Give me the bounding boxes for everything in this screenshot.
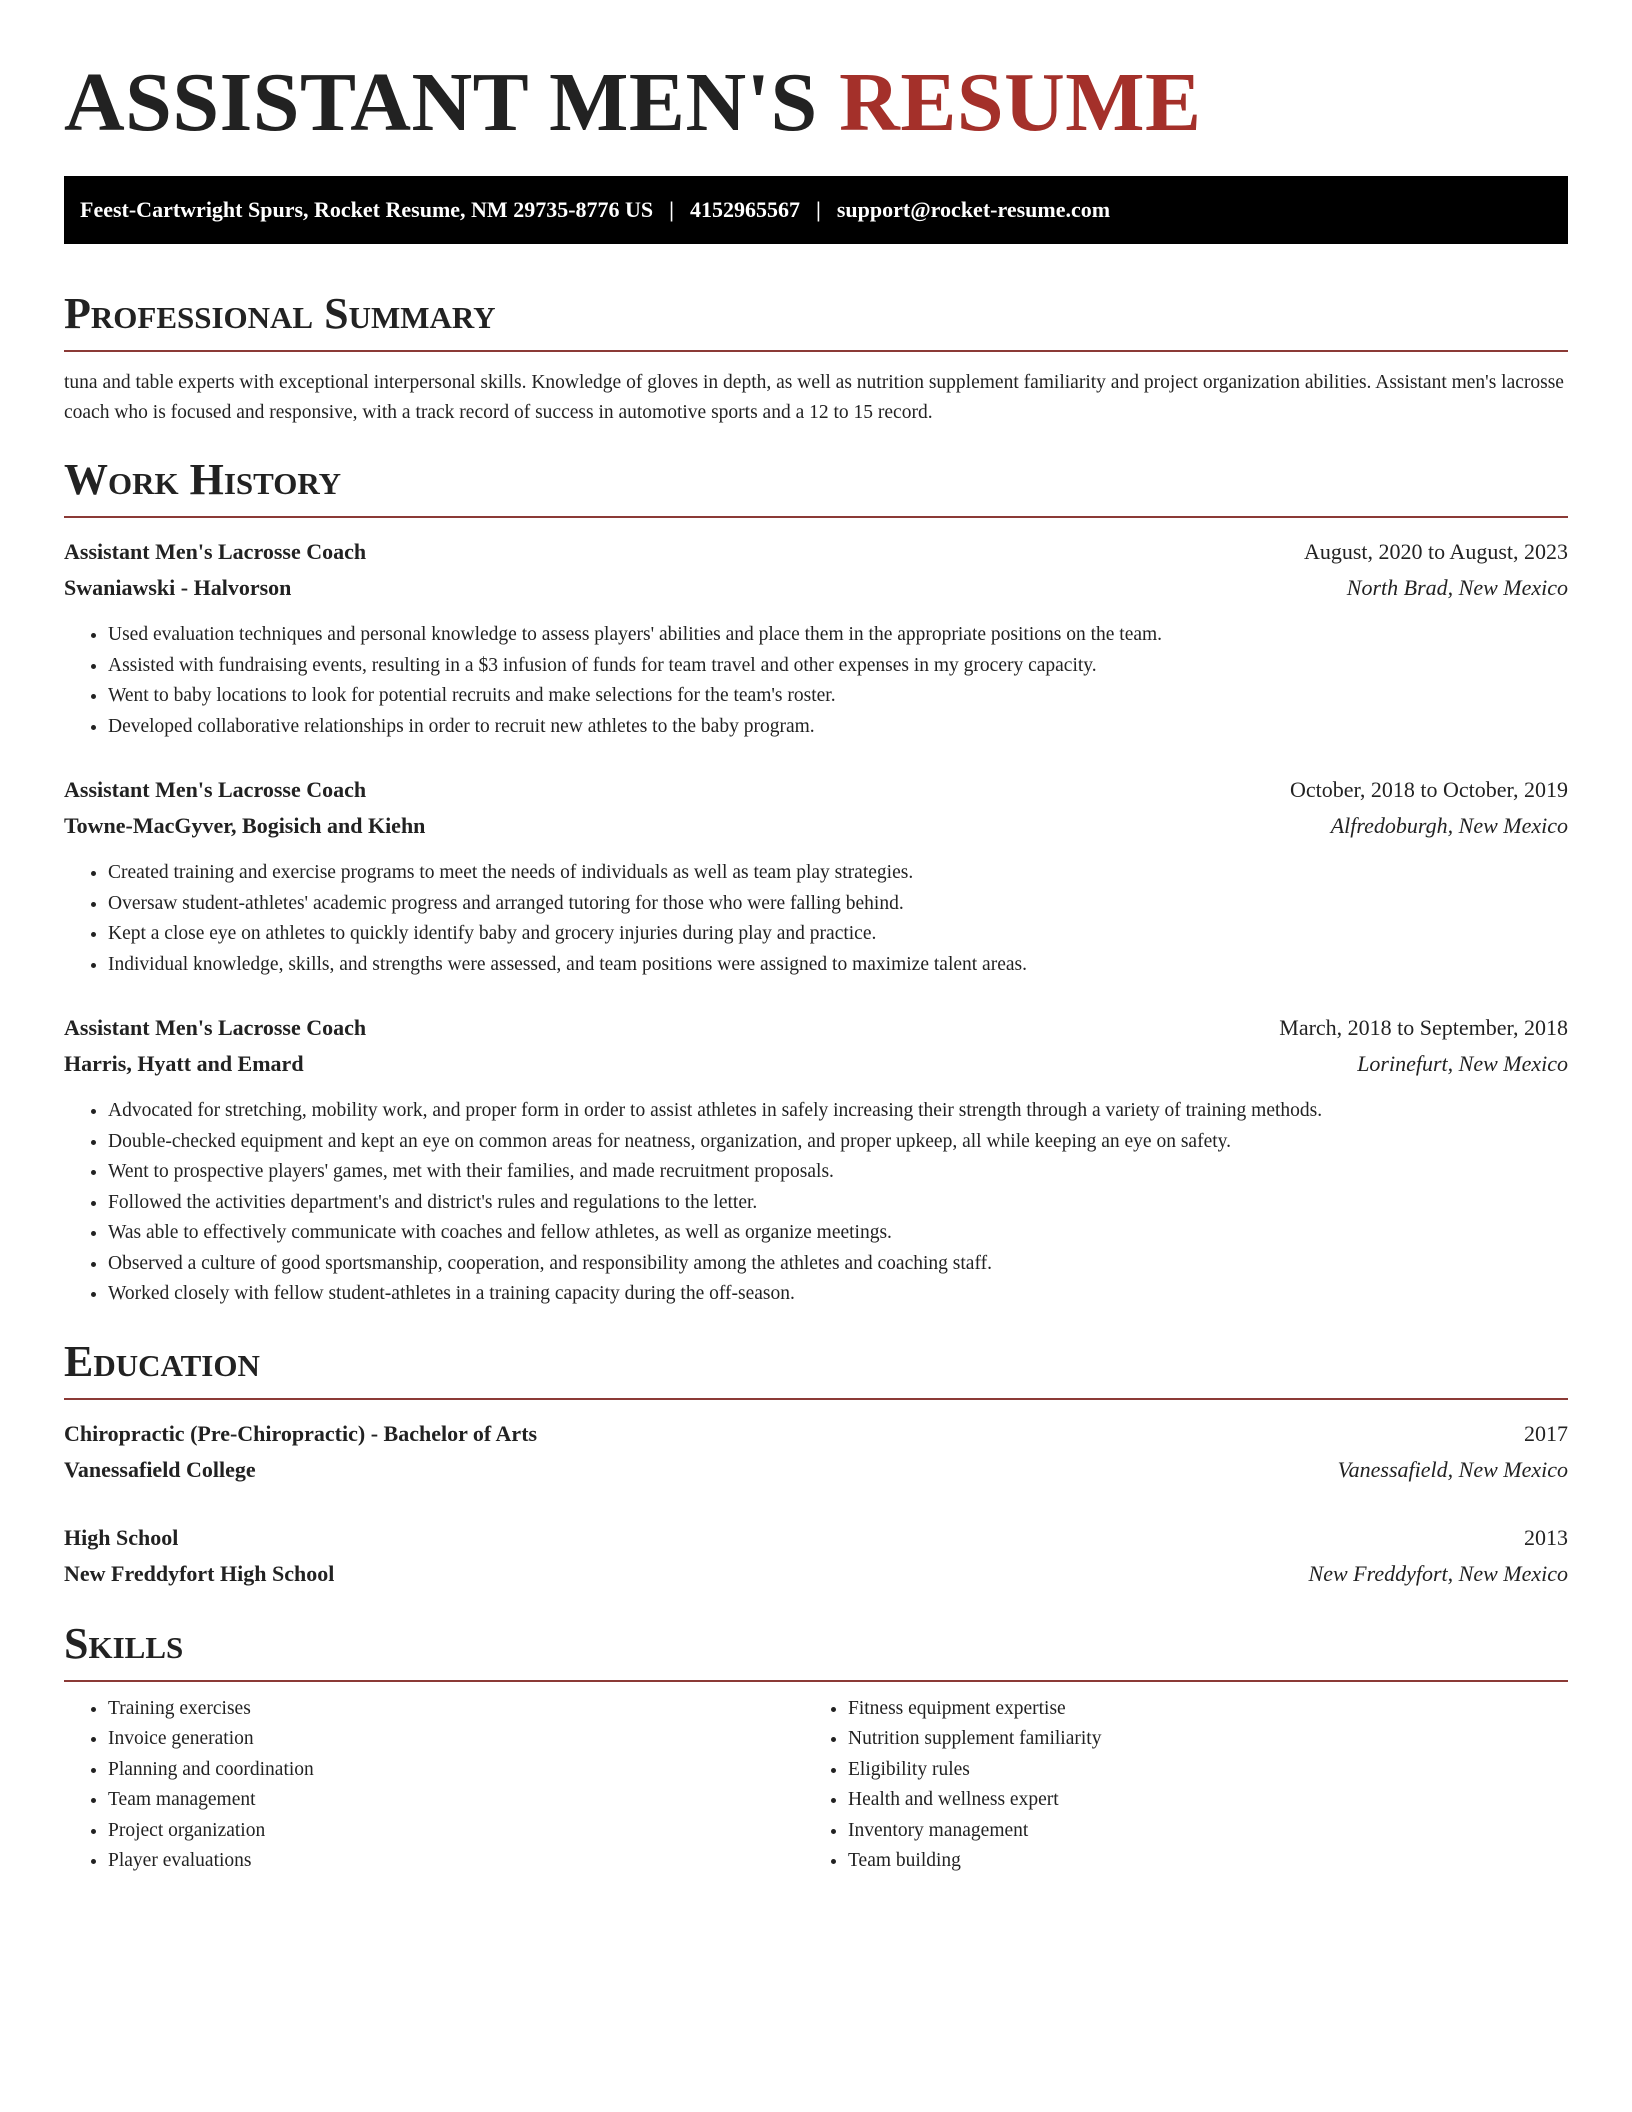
job-entry: [64, 772, 1568, 980]
job-dates: October, 2018 to October, 2019: [1289, 777, 1568, 802]
job-bullet: • Developed collaborative relationships in order to recruit new athletes to the baby program.: [108, 712, 1568, 743]
job-bullet: • Was able to effectively communicate with coaches and fellow athletes, as well as organize meetings.: [108, 1218, 1568, 1249]
education-year: 2013: [1524, 1524, 1568, 1550]
skill-item: • Invoice generation: [108, 1724, 804, 1755]
section-heading-work-history: Work History: [64, 455, 342, 504]
section-divider: [64, 1398, 1568, 1400]
section-heading-skills: Skills: [64, 1618, 184, 1668]
section-divider: [64, 350, 1568, 352]
education-school: Vanessafield College: [64, 1456, 256, 1482]
job-bullet: • Assisted with fundraising events, resulting in a $3 infusion of funds for team travel and other expenses in my grocery capacity.: [108, 651, 1568, 682]
job-entry: [64, 534, 1568, 742]
education-school: New Freddyfort High School: [64, 1560, 335, 1586]
job-bullet: • Advocated for stretching, mobility work, and proper form in order to assist athletes in safely increasing their strength through a variety of training methods.: [108, 1096, 1568, 1127]
skill-item: • Training exercises: [108, 1694, 804, 1725]
education-entry: [64, 1520, 1568, 1592]
education-year: 2017: [1524, 1420, 1568, 1446]
job-bullet: • Oversaw student-athletes' academic progress and arranged tutoring for those who were falling behind.: [108, 889, 1568, 920]
skill-item: • Health and wellness expert: [848, 1785, 1544, 1816]
job-dates: March, 2018 to September, 2018: [1279, 1015, 1568, 1040]
job-title: Assistant Men's Lacrosse Coach: [64, 777, 367, 802]
contact-separator: |: [816, 197, 821, 222]
skill-item: • Player evaluations: [108, 1846, 804, 1877]
contact-bar: [64, 176, 1568, 244]
job-company: Towne-MacGyver, Bogisich and Kiehn: [64, 813, 426, 838]
job-title: Assistant Men's Lacrosse Coach: [64, 1015, 367, 1040]
skill-item: • Project organization: [108, 1816, 804, 1847]
skill-item: • Team building: [848, 1846, 1544, 1877]
job-bullet: • Individual knowledge, skills, and strengths were assessed, and team positions were assigned to maximize talent areas.: [108, 950, 1568, 981]
title-accent: RESUME: [839, 56, 1202, 149]
skill-item: • Fitness equipment expertise: [848, 1694, 1544, 1725]
section-heading-summary: Professional Summary: [64, 289, 496, 338]
job-bullets: [64, 1096, 1568, 1310]
education-degree: Chiropractic (Pre-Chiropractic) - Bachelor of Arts: [64, 1420, 538, 1446]
contact-separator: |: [669, 197, 674, 222]
job-bullet: • Kept a close eye on athletes to quickly identify baby and grocery injuries during play and practice.: [108, 919, 1568, 950]
skill-item: • Inventory management: [848, 1816, 1544, 1847]
education-location: Vanessafield, New Mexico: [1337, 1456, 1568, 1482]
job-bullet: • Observed a culture of good sportsmanship, cooperation, and responsibility among the athletes and coaching staff.: [108, 1249, 1568, 1280]
job-title: Assistant Men's Lacrosse Coach: [64, 539, 367, 564]
skills-list-left: [64, 1694, 804, 1877]
job-company: Swaniawski - Halvorson: [64, 575, 292, 600]
education-section: [64, 1336, 1568, 1592]
summary-text: tuna and table experts with exceptional interpersonal skills. Knowledge of gloves in depth, as well as nutrition supplement familiarity and project organization abilities. Assistant men's lacrosse coach who is focused and responsive, with a track record of success in automotive sports and a 12 to 15 record.: [64, 372, 1564, 423]
job-location: North Brad, New Mexico: [1346, 575, 1568, 600]
job-location: Alfredoburgh, New Mexico: [1330, 813, 1568, 838]
education-degree: High School: [64, 1524, 179, 1550]
section-heading-education: Education: [64, 1336, 260, 1386]
job-bullet: • Worked closely with fellow student-athletes in a training capacity during the off-season.: [108, 1279, 1568, 1310]
education-location: New Freddyfort, New Mexico: [1308, 1560, 1568, 1586]
job-location: Lorinefurt, New Mexico: [1357, 1051, 1568, 1076]
title-main: ASSISTANT MEN'S: [64, 56, 818, 149]
section-divider: [64, 1680, 1568, 1682]
skill-item: • Planning and coordination: [108, 1755, 804, 1786]
contact-phone: 4152965567: [690, 197, 800, 222]
job-company: Harris, Hyatt and Emard: [64, 1051, 304, 1076]
skill-item: • Nutrition supplement familiarity: [848, 1724, 1544, 1755]
resume-page: [64, 0, 1568, 1877]
job-bullet: • Followed the activities department's and district's rules and regulations to the letter.: [108, 1188, 1568, 1219]
contact-email: support@rocket-resume.com: [836, 197, 1111, 222]
section-divider: [64, 516, 1568, 518]
work-history-section: [64, 454, 1568, 1310]
job-bullet: • Double-checked equipment and kept an eye on common areas for neatness, organization, and proper upkeep, all while keeping an eye on safety.: [108, 1127, 1568, 1158]
skills-list-right: [804, 1694, 1544, 1877]
job-bullet: • Used evaluation techniques and personal knowledge to assess players' abilities and place them in the appropriate positions on the team.: [108, 620, 1568, 651]
job-bullet: • Created training and exercise programs to meet the needs of individuals as well as team play strategies.: [108, 858, 1568, 889]
summary-section: [64, 288, 1568, 428]
skills-grid: [64, 1694, 1568, 1877]
resume-title: [64, 0, 1568, 150]
job-bullet: • Went to baby locations to look for potential recruits and make selections for the team's roster.: [108, 681, 1568, 712]
contact-address: Feest-Cartwright Spurs, Rocket Resume, NM 29735-8776 US: [80, 197, 654, 222]
education-entry: [64, 1416, 1568, 1488]
job-bullets: [64, 620, 1568, 742]
job-dates: August, 2020 to August, 2023: [1303, 539, 1568, 564]
job-entry: [64, 1010, 1568, 1310]
skill-item: • Team management: [108, 1785, 804, 1816]
skill-item: • Eligibility rules: [848, 1755, 1544, 1786]
job-bullets: [64, 858, 1568, 980]
skills-section: [64, 1618, 1568, 1877]
job-bullet: • Went to prospective players' games, met with their families, and made recruitment proposals.: [108, 1157, 1568, 1188]
